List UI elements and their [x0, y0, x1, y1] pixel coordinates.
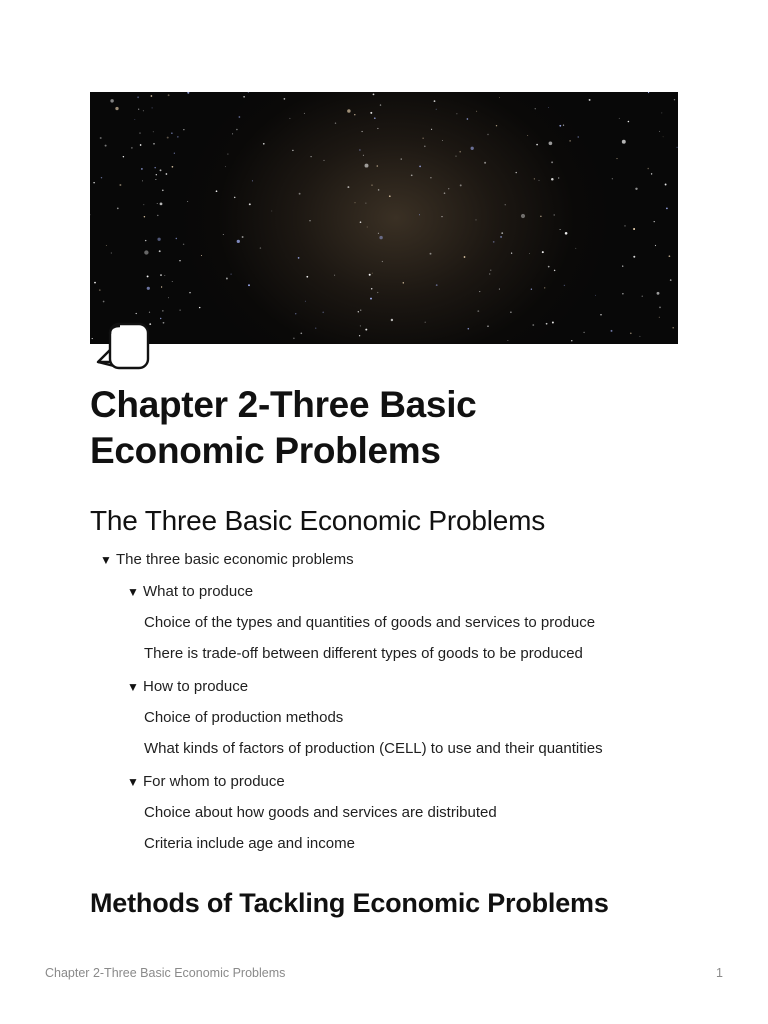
star — [430, 253, 432, 255]
star — [99, 289, 101, 291]
star — [179, 309, 180, 310]
star — [367, 227, 368, 228]
star — [369, 274, 371, 276]
star — [234, 197, 236, 199]
star — [546, 323, 548, 325]
star — [661, 112, 662, 113]
star — [362, 131, 363, 132]
star — [370, 112, 372, 114]
star — [554, 214, 555, 215]
star — [624, 225, 625, 226]
star — [490, 270, 491, 271]
star — [295, 313, 296, 314]
star — [434, 100, 436, 102]
star — [322, 311, 324, 313]
star — [554, 270, 556, 272]
star — [160, 274, 162, 276]
star — [271, 211, 272, 212]
star — [444, 192, 446, 194]
toggle-label: How to produce — [143, 678, 249, 695]
star — [117, 208, 119, 210]
star — [168, 297, 169, 298]
list-item: There is trade-off between different types of goods to be produced — [144, 645, 583, 662]
star — [672, 327, 674, 329]
star — [315, 327, 316, 328]
star — [499, 97, 500, 98]
star — [142, 180, 143, 181]
star — [260, 247, 261, 248]
star — [456, 113, 457, 114]
star — [536, 144, 538, 146]
star — [147, 287, 150, 290]
star — [162, 310, 163, 311]
star — [123, 156, 124, 157]
star — [419, 214, 420, 215]
star — [156, 174, 157, 175]
star — [164, 275, 165, 276]
star — [176, 238, 177, 239]
star — [441, 216, 442, 217]
star — [227, 154, 228, 155]
star — [510, 312, 511, 313]
toggle-label: The three basic economic problems — [116, 551, 354, 568]
star — [479, 291, 480, 292]
star — [172, 281, 173, 282]
cover-image — [90, 92, 678, 344]
toggle-arrow-icon[interactable]: ▼ — [127, 680, 139, 694]
star — [359, 149, 360, 150]
star — [144, 216, 145, 217]
star — [263, 143, 265, 145]
star — [669, 255, 671, 257]
star — [612, 178, 613, 179]
star — [378, 233, 379, 234]
star — [464, 256, 466, 258]
star — [105, 145, 107, 147]
star — [423, 138, 424, 139]
star — [174, 153, 175, 154]
star — [168, 94, 170, 96]
toggle-label: For whom to produce — [143, 773, 285, 790]
star — [284, 98, 286, 100]
star — [143, 110, 144, 111]
star — [471, 147, 474, 150]
list-item: What kinds of factors of production (CELL) to use and their quantities — [144, 740, 603, 757]
star — [611, 330, 613, 332]
star — [179, 260, 180, 261]
star — [505, 204, 506, 205]
star — [642, 296, 643, 297]
star — [659, 307, 661, 309]
star — [552, 322, 554, 324]
star — [548, 107, 549, 108]
star — [151, 95, 153, 97]
star — [354, 202, 355, 203]
star — [139, 133, 140, 134]
star — [305, 301, 306, 302]
star — [391, 319, 393, 321]
star — [595, 295, 596, 296]
star — [436, 284, 438, 286]
star — [501, 232, 503, 234]
star — [532, 324, 534, 326]
list-item: Choice of production methods — [144, 709, 344, 726]
star — [666, 207, 668, 209]
star — [237, 240, 240, 243]
star — [300, 332, 302, 334]
star — [236, 129, 238, 131]
star — [166, 173, 168, 175]
star — [94, 282, 96, 284]
star — [648, 92, 649, 93]
list-item: Choice of the types and quantities of goods and services to produce — [144, 614, 596, 631]
star — [628, 121, 630, 123]
star — [534, 178, 535, 179]
star — [564, 285, 565, 286]
toggle-for-whom-to-produce[interactable] — [127, 772, 285, 792]
star — [242, 236, 244, 238]
star — [134, 119, 135, 120]
section-heading: Methods of Tackling Economic Problems — [90, 888, 609, 918]
star — [252, 180, 253, 181]
star — [540, 216, 541, 217]
star — [622, 140, 626, 144]
page-number: 1 — [716, 966, 723, 980]
star — [243, 96, 245, 98]
star — [476, 111, 477, 112]
star — [619, 118, 620, 119]
star — [365, 329, 367, 331]
toggle-label: What to produce — [143, 583, 254, 600]
toggle-arrow-icon[interactable]: ▼ — [100, 553, 112, 567]
star — [248, 92, 249, 93]
starfield — [90, 92, 678, 344]
toggle-how-to-produce[interactable] — [127, 677, 248, 697]
star — [539, 180, 540, 181]
toggle-main[interactable] — [100, 550, 354, 570]
star — [559, 125, 561, 127]
star — [289, 118, 290, 119]
star — [655, 245, 656, 246]
star — [563, 125, 564, 126]
star — [167, 137, 169, 139]
star — [373, 94, 375, 96]
star — [633, 256, 635, 258]
star — [521, 214, 525, 218]
star — [448, 188, 449, 189]
star — [371, 185, 372, 186]
star — [674, 99, 675, 100]
star — [558, 177, 559, 178]
star — [157, 203, 158, 204]
star — [401, 159, 402, 160]
star — [101, 177, 102, 178]
star — [442, 140, 443, 141]
star — [468, 328, 470, 330]
star — [334, 275, 335, 276]
star — [436, 109, 437, 110]
star — [516, 172, 517, 173]
star — [347, 109, 351, 113]
star — [665, 184, 667, 186]
star — [544, 287, 545, 288]
star — [635, 188, 637, 190]
star — [565, 232, 568, 235]
star — [183, 244, 184, 245]
star — [226, 278, 228, 280]
star — [360, 325, 361, 326]
star — [141, 168, 143, 170]
star — [459, 151, 461, 153]
star — [360, 221, 362, 223]
star — [103, 301, 105, 303]
star — [511, 252, 512, 253]
list-item: Choice about how goods and services are distributed — [144, 804, 497, 821]
star — [152, 107, 153, 108]
star — [659, 317, 660, 318]
star — [143, 204, 144, 205]
star — [430, 177, 431, 178]
star — [529, 253, 530, 254]
star — [583, 332, 584, 333]
star — [145, 240, 146, 241]
star — [335, 122, 336, 123]
star — [358, 311, 359, 312]
toggle-what-to-produce[interactable] — [127, 582, 253, 602]
star — [489, 273, 490, 274]
star — [456, 156, 457, 157]
star — [189, 292, 191, 294]
star — [324, 160, 325, 161]
star — [310, 156, 311, 157]
star — [365, 164, 369, 168]
star — [425, 322, 426, 323]
star — [162, 189, 164, 191]
star — [600, 314, 601, 315]
star — [551, 178, 554, 181]
star — [111, 252, 112, 253]
star — [379, 236, 382, 239]
star — [160, 169, 162, 171]
star — [138, 109, 139, 110]
footer-title: Chapter 2-Three Basic Economic Problems — [45, 966, 286, 980]
star — [157, 238, 160, 241]
star — [232, 133, 233, 134]
star — [633, 228, 635, 230]
star — [382, 261, 383, 262]
star — [531, 289, 532, 290]
star — [201, 255, 202, 256]
star — [475, 219, 476, 220]
star — [575, 248, 576, 249]
star — [347, 186, 349, 188]
star — [163, 322, 165, 324]
star — [589, 99, 591, 101]
toggle-arrow-icon[interactable]: ▼ — [127, 775, 139, 789]
section-heading: The Three Basic Economic Problems — [90, 505, 546, 536]
star — [161, 286, 162, 287]
star — [216, 190, 218, 192]
star — [172, 166, 174, 168]
star — [535, 108, 536, 109]
star — [651, 173, 652, 174]
toggle-arrow-icon[interactable]: ▼ — [127, 585, 139, 599]
star — [100, 137, 102, 139]
star — [560, 229, 561, 230]
star — [630, 332, 632, 334]
star — [239, 116, 241, 118]
star — [372, 273, 373, 274]
star — [578, 136, 579, 137]
star — [298, 257, 300, 259]
star — [617, 158, 618, 159]
star — [542, 251, 544, 253]
star — [365, 203, 366, 204]
page-title: Chapter 2-Three Basic Economic Problems — [90, 384, 477, 471]
star — [90, 214, 91, 215]
star — [380, 104, 381, 105]
star — [548, 266, 550, 268]
star — [160, 203, 163, 206]
star — [419, 166, 421, 168]
star — [507, 340, 508, 341]
star — [484, 162, 486, 164]
star — [93, 182, 94, 183]
star — [374, 117, 376, 119]
star — [137, 96, 139, 98]
tablet-stack-icon — [96, 322, 150, 370]
star — [144, 250, 148, 254]
star — [354, 114, 355, 115]
star — [377, 128, 378, 129]
star — [140, 144, 142, 146]
list-item: Criteria include age and income — [144, 835, 355, 852]
star — [403, 282, 404, 283]
star — [157, 215, 158, 216]
star — [153, 131, 154, 132]
star — [639, 336, 640, 337]
star — [155, 179, 156, 180]
star — [248, 284, 250, 286]
star — [177, 136, 178, 137]
star — [500, 236, 502, 238]
star — [670, 279, 672, 281]
star — [371, 288, 373, 290]
star — [230, 273, 231, 274]
star — [92, 338, 93, 339]
star — [378, 189, 380, 191]
star — [171, 133, 172, 134]
star — [654, 221, 655, 222]
star — [377, 292, 378, 293]
star — [647, 168, 649, 170]
star — [292, 150, 293, 151]
star — [622, 293, 623, 294]
star — [569, 140, 571, 142]
star — [159, 250, 161, 252]
star — [477, 310, 479, 312]
star — [487, 134, 488, 135]
star — [549, 141, 553, 145]
star — [149, 312, 150, 313]
star — [136, 313, 137, 314]
star — [487, 325, 489, 327]
star — [377, 165, 379, 167]
star — [299, 193, 301, 195]
star — [187, 92, 189, 94]
star — [223, 234, 224, 235]
star — [527, 135, 528, 136]
star — [154, 167, 156, 169]
star — [306, 276, 308, 278]
star — [663, 136, 664, 137]
star — [225, 166, 226, 167]
star — [659, 131, 660, 132]
star — [153, 143, 155, 145]
star — [147, 275, 149, 277]
star — [571, 340, 572, 341]
star — [359, 335, 360, 336]
star — [304, 113, 305, 114]
star — [293, 338, 295, 340]
star — [467, 118, 469, 120]
star — [115, 107, 118, 110]
star — [622, 265, 623, 266]
star — [360, 310, 361, 311]
star — [389, 195, 391, 197]
star — [199, 307, 200, 308]
star — [370, 298, 372, 300]
star — [110, 99, 113, 102]
star — [499, 289, 500, 290]
star — [160, 318, 161, 319]
star — [309, 220, 310, 221]
star — [657, 292, 660, 295]
star — [431, 129, 432, 130]
star — [411, 174, 413, 176]
star — [249, 203, 251, 205]
star — [676, 147, 677, 148]
star — [363, 155, 364, 156]
star — [460, 184, 462, 186]
star — [119, 184, 121, 186]
star — [183, 129, 184, 130]
star — [187, 201, 188, 202]
star — [424, 146, 426, 148]
star — [131, 147, 132, 148]
star — [551, 161, 553, 163]
star — [106, 245, 107, 246]
star — [496, 125, 497, 126]
star — [493, 241, 495, 243]
